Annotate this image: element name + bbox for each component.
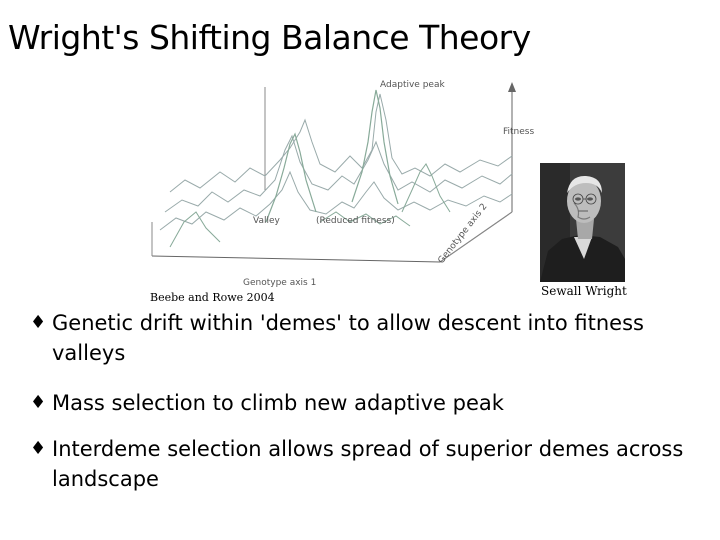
fitness-landscape-diagram	[140, 72, 540, 292]
bullet-diamond-icon: ♦	[30, 438, 47, 459]
fitness-axis-arrow	[508, 82, 516, 92]
portrait-image	[540, 163, 625, 282]
genotype-axis-2-label: Genotype axis 2	[436, 201, 490, 266]
slide-title: Wright's Shifting Balance Theory	[8, 18, 531, 57]
valley-label: Valley	[253, 216, 280, 226]
genotype-axis-1-label: Genotype axis 1	[243, 278, 317, 288]
bullet-item	[30, 434, 710, 494]
fitness-axis-label: Fitness	[503, 127, 535, 137]
fitness-landscape-svg	[140, 72, 540, 292]
portrait-caption: Sewall Wright	[541, 284, 627, 298]
bullet-text: Mass selection to climb new adaptive peak	[52, 391, 504, 415]
adaptive-peak-label: Adaptive peak	[380, 80, 445, 90]
bullet-list	[30, 308, 710, 514]
bullet-diamond-icon: ♦	[30, 312, 47, 333]
bullet-text: Genetic drift within 'demes' to allow descent into fitness valleys	[52, 311, 644, 365]
bullet-item	[30, 388, 710, 418]
figure-source-caption: Beebe and Rowe 2004	[150, 291, 275, 304]
sewall-wright-portrait	[540, 163, 625, 282]
bullet-text: Interdeme selection allows spread of superior demes across landscape	[52, 437, 684, 491]
bullet-item	[30, 308, 710, 368]
bullet-diamond-icon: ♦	[30, 392, 47, 413]
reduced-fitness-label: (Reduced fitness)	[316, 216, 395, 226]
adaptive-peak-outline	[352, 90, 398, 204]
front-hill-outline	[170, 212, 220, 247]
